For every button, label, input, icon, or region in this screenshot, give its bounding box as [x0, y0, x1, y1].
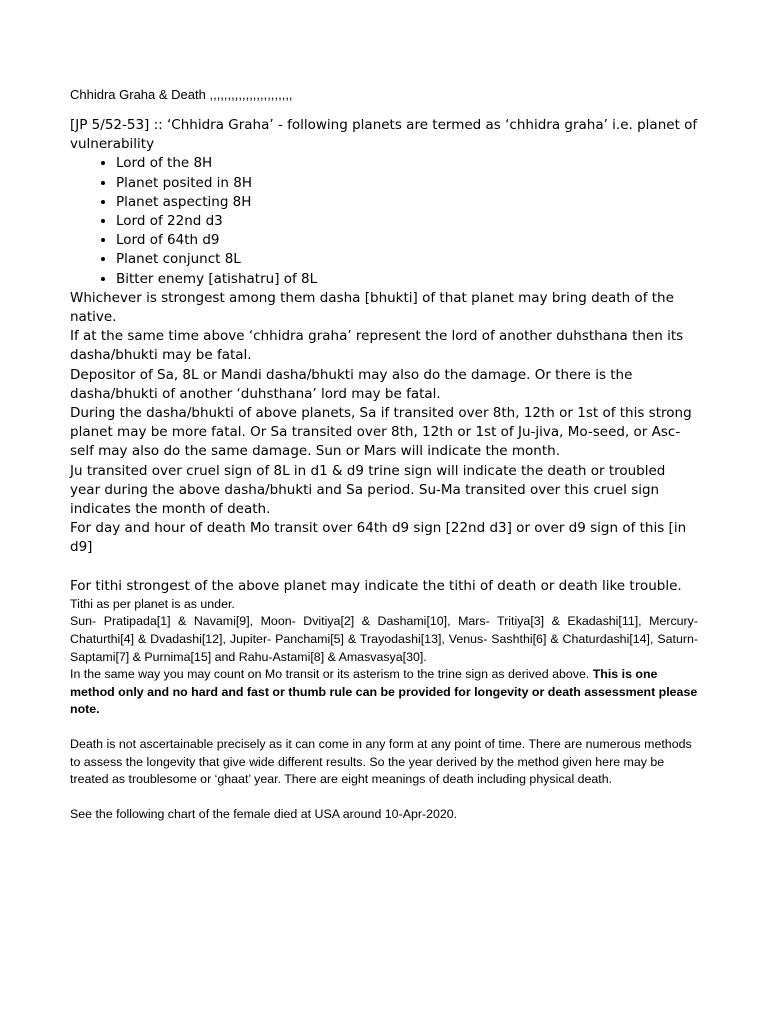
- chhidra-graha-list: [70, 154, 698, 288]
- paragraph-strongest: Whichever is strongest among them dasha [bhukti] of that planet may bring death of the native.: [70, 289, 674, 326]
- list-item: • Planet posited in 8H: [116, 174, 698, 193]
- paragraph-depositor: Depositor of Sa, 8L or Mandi dasha/bhukti may also do the damage. Or there is the dasha/bhukti of another ‘duhsthana’ lord may be fatal.: [70, 366, 633, 402]
- tithi-heading: Tithi as per planet is as under.: [70, 596, 235, 611]
- list-item: • Planet aspecting 8H: [116, 193, 698, 212]
- document-title: Chhidra Graha & Death ,,,,,,,,,,,,,,,,,,,,,,,: [70, 87, 293, 102]
- tithi-list: Sun- Pratipada[1] & Navami[9], Moon- Dvitiya[2] & Dashami[10], Mars- Tritiya[3] & Ekadashi[11], Mercury- Chaturthi[4] & Dvadashi[12], Jupiter- Panchami[5] & Trayodashi[13], Venus- Sashthi[6] & Chaturdashi[14], Saturn- Saptami[7] & Purnima[15] and Rahu-Astami[8] & Amasvasya[30].: [70, 614, 698, 664]
- paragraph-duhsthana: If at the same time above ‘chhidra graha’ represent the lord of another duhsthana then its dasha/bhukti may be fatal.: [70, 328, 684, 364]
- list-item: • Lord of 64th d9: [116, 231, 698, 250]
- list-item: • Lord of the 8H: [116, 154, 698, 173]
- paragraph-sa-transit: During the dasha/bhukti of above planets, Sa if transited over 8th, 12th or 1st of this strong planet may be more fatal. Or Sa transited over 8th, 12th or 1st of Ju-jiva, Mo-seed, or Asc-self may also do the same damage. Sun or Mars will indicate the month.: [70, 405, 692, 460]
- document-page: [70, 86, 698, 823]
- method-note-bold: This is one method only and no hard and fast or thumb rule can be provided for longevity or death assessment please note.: [70, 667, 698, 717]
- spacer: [70, 558, 698, 577]
- paragraph-day-hour: For day and hour of death Mo transit over 64th d9 sign [22nd d3] or over d9 sign of this [in d9]: [70, 520, 687, 556]
- paragraph-ju-transit: Ju transited over cruel sign of 8L in d1 & d9 trine sign will indicate the death or troubled year during the above dasha/bhukti and Sa period. Su-Ma transited over this cruel sign indicates the month of death.: [70, 462, 666, 518]
- spacer: [70, 789, 698, 806]
- death-note-paragraph: Death is not ascertainable precisely as it can come in any form at any point of time. There are numerous methods to assess the longevity that give wide different results. So the year derived by the method given here may be treated as troublesome or ‘ghaat’ year. There are eight meanings of death including physical death.: [70, 737, 692, 787]
- chart-note-paragraph: See the following chart of the female died at USA around 10-Apr-2020.: [70, 806, 458, 821]
- list-item: • Bitter enemy [atishatru] of 8L: [116, 270, 698, 289]
- spacer: [70, 719, 698, 736]
- list-item: • Planet conjunct 8L: [116, 250, 698, 269]
- mo-transit-paragraph: [70, 666, 698, 719]
- tithi-intro: For tithi strongest of the above planet may indicate the tithi of death or death like trouble.: [70, 577, 682, 594]
- list-item: • Lord of 22nd d3: [116, 212, 698, 231]
- intro-paragraph: [JP 5/52-53] :: ‘Chhidra Graha’ - following planets are termed as ‘chhidra graha’ i.e. planet of vulnerability: [70, 117, 698, 153]
- mo-transit-text: In the same way you may count on Mo transit or its asterism to the trine sign as derived above.: [70, 667, 593, 682]
